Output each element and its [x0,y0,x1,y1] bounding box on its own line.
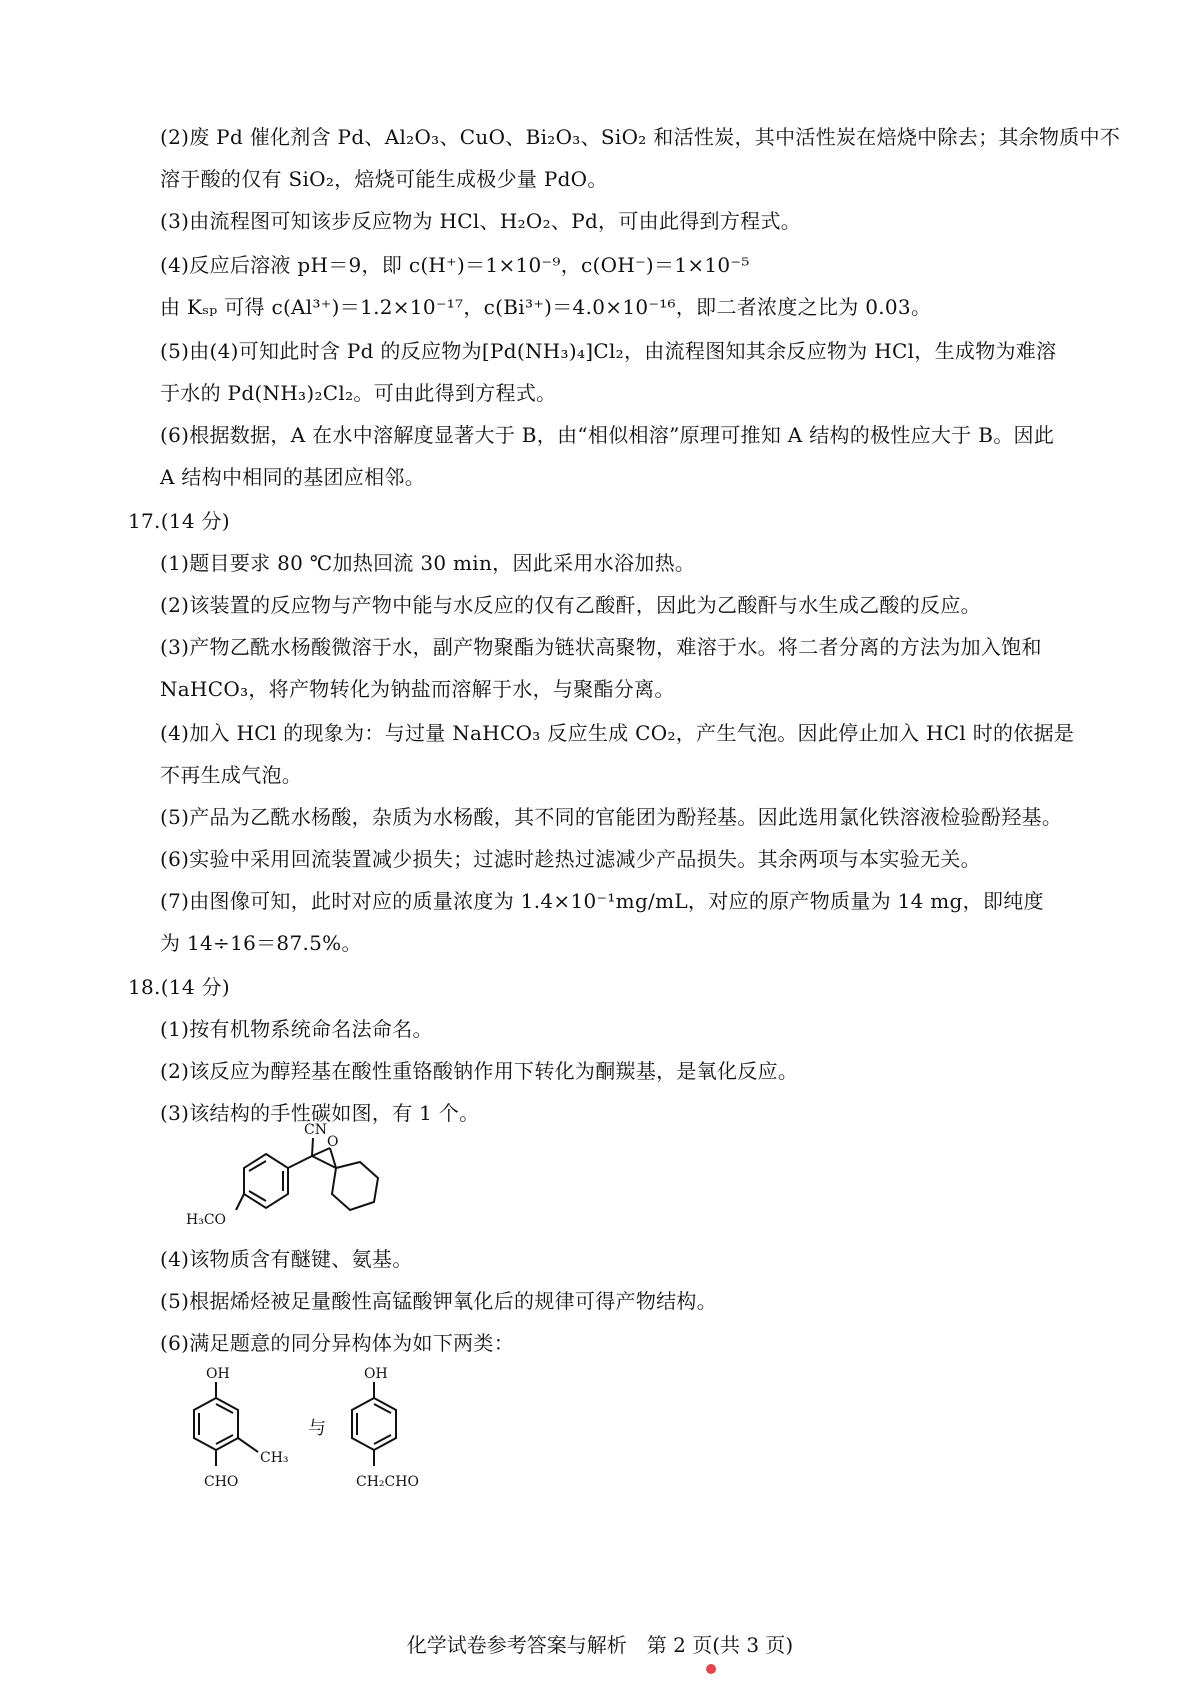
isomer-2-ch2cho-label: CH₂CHO [356,1474,419,1490]
isomer-structures [180,1364,480,1494]
answer-17-4-line-2: 不再生成气泡。 [160,763,303,787]
answer-18-3: (3)该结构的手性碳如图，有 1 个。 [160,1101,480,1125]
isomer-1-cho-label: CHO [204,1474,239,1490]
answer-16-5-line-2: 于水的 Pd(NH₃)₂Cl₂。可由此得到方程式。 [160,381,557,405]
answer-18-4: (4)该物质含有醚键、氨基。 [160,1247,413,1271]
question-18-heading: 18.(14 分) [128,975,230,999]
isomer-1-oh-label: OH [206,1366,230,1382]
methoxy-label: H₃CO [186,1212,227,1228]
isomer-1-ch3-label: CH₃ [260,1450,289,1466]
answer-17-3-line-1: (3)产物乙酰水杨酸微溶于水，副产物聚酯为链状高聚物，难溶于水。将二者分离的方法为加入饱和 [160,635,1042,659]
answer-18-1: (1)按有机物系统命名法命名。 [160,1017,433,1041]
answer-16-3: (3)由流程图可知该步反应物为 HCl、H₂O₂、Pd，可由此得到方程式。 [160,209,802,233]
answer-17-7-line-1: (7)由图像可知，此时对应的质量浓度为 1.4×10⁻¹mg/mL，对应的原产物质量为 14 mg，即纯度 [160,889,1044,913]
answer-18-6: (6)满足题意的同分异构体为如下两类： [160,1331,515,1355]
answer-16-6-line-1: (6)根据数据，A 在水中溶解度显著大于 B，由“相似相溶”原理可推知 A 结构的极性应大于 B。因此 [160,423,1055,447]
answer-17-4-line-1: (4)加入 HCl 的现象为：与过量 NaHCO₃ 反应生成 CO₂，产生气泡。因此停止加入 HCl 时的依据是 [160,721,1075,745]
answer-16-4-line-1: (4)反应后溶液 pH＝9，即 c(H⁺)＝1×10⁻⁹，c(OH⁻)＝1×10⁻⁵ [160,253,750,277]
answer-17-7-line-2: 为 14÷16＝87.5%。 [160,931,362,955]
answer-18-2: (2)该反应为醇羟基在酸性重铬酸钠作用下转化为酮羰基，是氧化反应。 [160,1059,799,1083]
cn-label: CN [304,1122,327,1138]
chiral-carbon-structure [180,1118,420,1234]
red-mark [706,1664,716,1674]
answer-17-5: (5)产品为乙酰水杨酸，杂质为水杨酸，其不同的官能团为酚羟基。因此选用氯化铁溶液检验酚羟基。 [160,805,1063,829]
answer-16-6-line-2: A 结构中相同的基团应相邻。 [160,465,426,489]
answer-16-2-line-2: 溶于酸的仅有 SiO₂，焙烧可能生成极少量 PdO。 [160,167,608,191]
answer-17-1: (1)题目要求 80 ℃加热回流 30 min，因此采用水浴加热。 [160,551,696,575]
answer-16-4-line-2: 由 Kₛₚ 可得 c(Al³⁺)＝1.2×10⁻¹⁷，c(Bi³⁺)＝4.0×10⁻¹⁶，即二者浓度之比为 0.03。 [160,295,932,319]
answer-17-3-line-2: NaHCO₃，将产物转化为钠盐而溶解于水，与聚酯分离。 [160,677,675,701]
answer-18-5: (5)根据烯烃被足量酸性高锰酸钾氧化后的规律可得产物结构。 [160,1289,718,1313]
epoxide-oxygen-label: O [327,1134,339,1150]
page-footer: 化学试卷参考答案与解析 第 2 页(共 3 页) [406,1633,794,1657]
and-word: 与 [308,1418,326,1439]
answer-16-5-line-1: (5)由(4)可知此时含 Pd 的反应物为[Pd(NH₃)₄]Cl₂，由流程图知其余反应物为 HCl，生成物为难溶 [160,339,1057,363]
isomer-2-oh-label: OH [364,1366,388,1382]
answer-16-2-line-1: (2)废 Pd 催化剂含 Pd、Al₂O₃、CuO、Bi₂O₃、SiO₂ 和活性炭，其中活性炭在焙烧中除去；其余物质中不 [160,125,1121,149]
answer-17-2: (2)该装置的反应物与产物中能与水反应的仅有乙酸酐，因此为乙酸酐与水生成乙酸的反应。 [160,593,981,617]
question-17-heading: 17.(14 分) [128,509,230,533]
answer-17-6: (6)实验中采用回流装置减少损失；过滤时趁热过滤减少产品损失。其余两项与本实验无关。 [160,847,981,871]
